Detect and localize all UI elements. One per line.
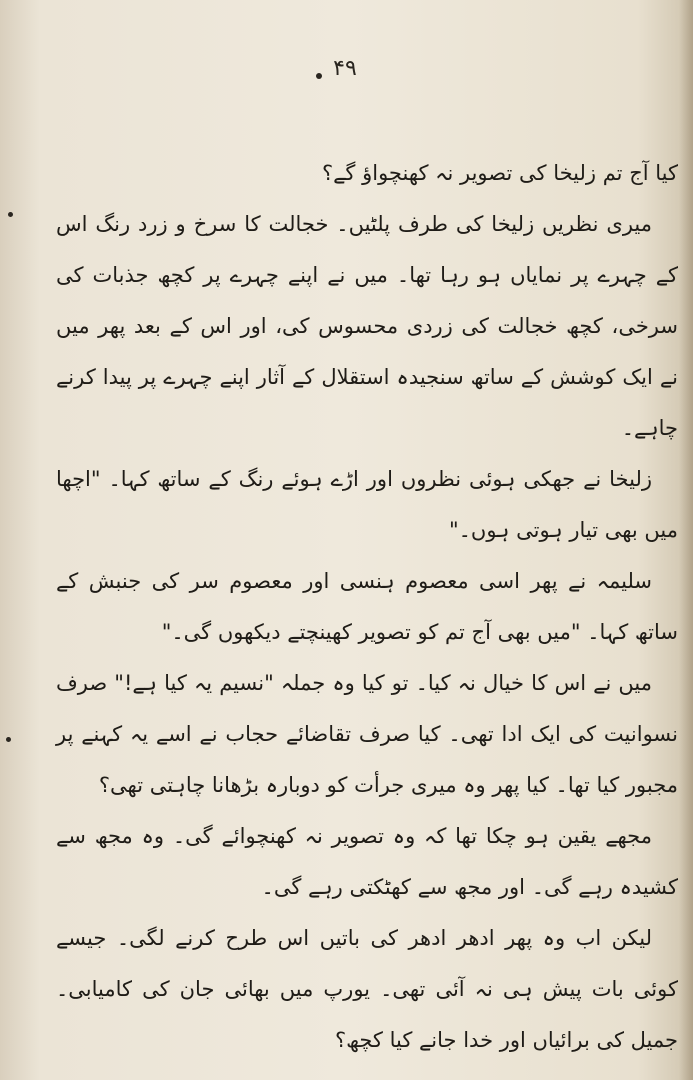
paragraph-3: زلیخا نے جھکی ہوئی نظروں اور اڑے ہوئے رنگ کے ساتھ کہا۔ "اچھا میں بھی تیار ہوتی ہوں۔" (56, 467, 678, 542)
page-edge-shadow (679, 0, 693, 1080)
paragraph-4: سلیمہ نے پھر اسی معصوم ہنسی اور معصوم سر کی جنبش کے ساتھ کہا۔ "میں بھی آج تم کو تصویر کھینچتے دیکھوں گی۔" (56, 569, 678, 644)
page-number: ۴۹ (333, 56, 357, 81)
paragraph-7: لیکن اب وہ پھر ادھر ادھر کی باتیں اس طرح کرنے لگی۔ جیسے کوئی بات پیش ہی نہ آئی تھی۔ یورپ میں بھائی جان کی کامیابی۔ جمیل کی برائیاں اور خدا جانے کیا کچھ؟ (56, 926, 678, 1052)
ink-dot (6, 737, 11, 742)
body-text (56, 148, 678, 1066)
ink-dot (8, 212, 13, 217)
paragraph-6: مجھے یقین ہو چکا تھا کہ وہ تصویر نہ کھنچوائے گی۔ وہ مجھ سے کشیدہ رہے گی۔ اور مجھ سے کھٹکتی رہے گی۔ (56, 824, 678, 899)
paragraph-1: کیا آج تم زلیخا کی تصویر نہ کھنچواؤ گے؟ (321, 161, 678, 185)
paragraph-2: میری نظریں زلیخا کی طرف پلٹیں۔ خجالت کا سرخ و زرد رنگ اس کے چہرے پر نمایاں ہو رہا تھا۔ میں نے اپنے چہرے پر کچھ جذبات کی سرخی، کچھ خجالت کی زردی محسوس کی، اور اس کے بعد پھر میں نے ایک کوشش کے ساتھ سنجیدہ استقلال کے آثار اپنے چہرے پر پیدا کرنے چاہے۔ (56, 212, 678, 440)
paragraph-5: میں نے اس کا خیال نہ کیا۔ تو کیا وہ جملہ "نسیم یہ کیا ہے!" صرف نسوانیت کی ایک ادا تھی۔ کیا صرف تقاضائے حجاب نے اسے یہ کہنے پر مجبور کیا تھا۔ کیا پھر وہ میری جرأت کو دوبارہ بڑھانا چاہتی تھی؟ (56, 671, 678, 797)
